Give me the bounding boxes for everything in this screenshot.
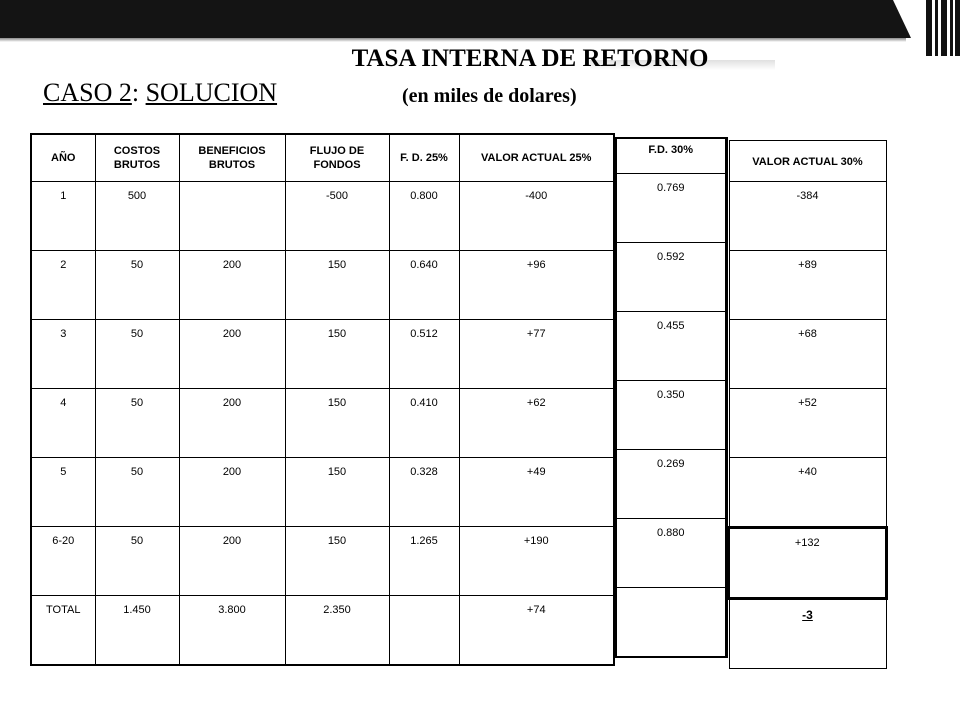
table-cell: +52: [729, 389, 886, 458]
table-row: [729, 251, 886, 320]
table-cell: 200: [179, 458, 285, 527]
column-header: F. D. 25%: [389, 134, 459, 182]
table-cell: [179, 182, 285, 251]
table-cell: 0.269: [616, 450, 726, 519]
column-header: FLUJO DE FONDOS: [285, 134, 389, 182]
table-row: [31, 389, 614, 458]
table-cell: 50: [95, 251, 179, 320]
column-header: VALOR ACTUAL 25%: [459, 134, 614, 182]
column-header: BENEFICIOS BRUTOS: [179, 134, 285, 182]
page-title: TASA INTERNA DE RETORNO: [351, 45, 709, 72]
case-heading: [43, 78, 277, 108]
top-bar-wedge: [893, 0, 911, 38]
table-cell: 0.350: [616, 381, 726, 450]
case-label: CASO 2: [43, 78, 132, 107]
table-row: [616, 312, 726, 381]
table-cell: 0.769: [616, 174, 726, 243]
table-row: [616, 243, 726, 312]
table-cell: -384: [729, 182, 886, 251]
column-header: AÑO: [31, 134, 95, 182]
top-decorative-bar: [0, 0, 960, 38]
case-separator: :: [131, 78, 146, 107]
table-row: [616, 381, 726, 450]
table-cell: 150: [285, 251, 389, 320]
table-cell: 200: [179, 320, 285, 389]
table-cell: [616, 588, 726, 658]
final-value-cell: [729, 599, 886, 669]
table-cell: 0.800: [389, 182, 459, 251]
table-row: [729, 528, 886, 599]
table-cell: TOTAL: [31, 596, 95, 666]
table-row: [616, 519, 726, 588]
table-row: [616, 174, 726, 243]
column-header: VALOR ACTUAL 30%: [729, 141, 886, 182]
table-header-row: [31, 134, 614, 182]
table-cell: 1.265: [389, 527, 459, 596]
column-header: F.D. 30%: [616, 138, 726, 174]
table-cell: 200: [179, 389, 285, 458]
table-cell: +40: [729, 458, 886, 528]
table-cell: 5: [31, 458, 95, 527]
present-value-30-table: [728, 140, 888, 669]
table-cell: +190: [459, 527, 614, 596]
table-cell: 1: [31, 182, 95, 251]
table-cell: +96: [459, 251, 614, 320]
table-cell: +77: [459, 320, 614, 389]
table-cell: +132: [729, 528, 886, 599]
table-row: [31, 458, 614, 527]
units-note: (en miles de dolares): [402, 85, 577, 107]
table-cell: +68: [729, 320, 886, 389]
solution-label: SOLUCION: [145, 78, 278, 107]
table-cell: 3.800: [179, 596, 285, 666]
table-cell: 0.455: [616, 312, 726, 381]
table-cell: 4: [31, 389, 95, 458]
table-row: [616, 588, 726, 658]
table-cell: 200: [179, 251, 285, 320]
table-cell: 50: [95, 527, 179, 596]
table-cell: 0.328: [389, 458, 459, 527]
table-cell: +62: [459, 389, 614, 458]
table-cell: 50: [95, 389, 179, 458]
table-cell: -400: [459, 182, 614, 251]
table-row: [31, 251, 614, 320]
table-row: [31, 596, 614, 666]
table-cell: 0.880: [616, 519, 726, 588]
table-cell: +74: [459, 596, 614, 666]
table-cell: 2: [31, 251, 95, 320]
table-row: [616, 450, 726, 519]
table-row: [31, 182, 614, 251]
top-bar-shadow: [0, 38, 906, 42]
table-cell: 150: [285, 458, 389, 527]
table-cell: 50: [95, 320, 179, 389]
table-row: [729, 182, 886, 251]
table-cell: 150: [285, 320, 389, 389]
table-cell: +49: [459, 458, 614, 527]
table-cell: 0.410: [389, 389, 459, 458]
irr-main-table: [30, 133, 615, 666]
table-row: [729, 320, 886, 389]
table-cell: 3: [31, 320, 95, 389]
table-cell: 0.592: [616, 243, 726, 312]
table-cell: 150: [285, 389, 389, 458]
table-cell: 0.640: [389, 251, 459, 320]
table-row: [729, 458, 886, 528]
column-header: COSTOS BRUTOS: [95, 134, 179, 182]
table-cell: 50: [95, 458, 179, 527]
table-row: [31, 320, 614, 389]
table-cell: 6-20: [31, 527, 95, 596]
table-cell: 500: [95, 182, 179, 251]
final-value: -3: [802, 608, 813, 622]
table-row: [729, 599, 886, 669]
table-cell: [389, 596, 459, 666]
table-cell: 200: [179, 527, 285, 596]
table-cell: 1.450: [95, 596, 179, 666]
table-cell: +89: [729, 251, 886, 320]
table-cell: 2.350: [285, 596, 389, 666]
table-cell: 0.512: [389, 320, 459, 389]
table-row: [31, 527, 614, 596]
table-cell: -500: [285, 182, 389, 251]
table-cell: 150: [285, 527, 389, 596]
discount-factor-30-table: [615, 137, 728, 658]
table-row: [729, 389, 886, 458]
